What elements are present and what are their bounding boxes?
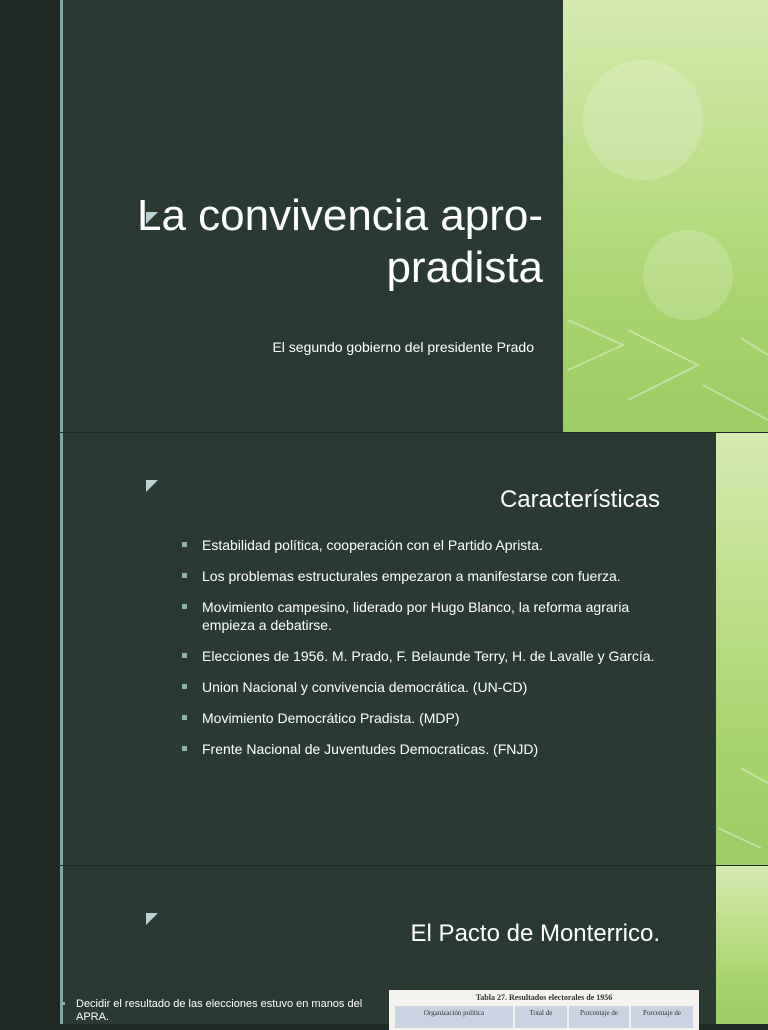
table-header-row — [395, 1006, 693, 1028]
square-bullet-icon — [182, 653, 187, 658]
list-item: Los problemas estructurales empezaron a manifestarse con fuerza. — [180, 567, 660, 585]
list-item: Movimiento campesino, liderado por Hugo Blanco, la reforma agraria empieza a debatirse. — [180, 598, 660, 634]
slide-subtitle: El segundo gobierno del presidente Prado — [272, 339, 534, 355]
chevron-decor-icon — [563, 0, 768, 432]
square-bullet-icon — [182, 573, 187, 578]
table-caption: Tabla 27. Resultados electorales de 1956 — [475, 993, 613, 1002]
slide-1 — [0, 0, 768, 432]
list-item: Frente Nacional de Juventudes Democraticas. (FNJD) — [180, 740, 660, 758]
section-title-caracteristicas: Características — [499, 486, 660, 513]
list-item: Decidir el resultado de las elecciones estuvo en manos del APRA. — [62, 998, 396, 1024]
square-bullet-icon — [182, 715, 187, 720]
left-strip — [0, 866, 60, 1024]
green-decor-panel — [563, 0, 768, 432]
slide-title: La convivencia apro-pradista — [136, 191, 543, 292]
square-bullet-icon — [182, 604, 187, 609]
left-strip — [0, 433, 60, 865]
square-bullet-icon — [182, 746, 187, 751]
list-item: Union Nacional y convivencia democrática. (UN-CD) — [180, 678, 660, 696]
election-results-table — [389, 990, 699, 1030]
triangle-bullet-icon — [146, 913, 158, 925]
table-header-cell: Porcentaje de — [631, 1006, 693, 1028]
list-item: Estabilidad política, cooperación con el Partido Aprista. — [180, 536, 660, 554]
table-header-cell: Organización política — [395, 1006, 513, 1028]
caracteristicas-list — [180, 536, 660, 771]
triangle-bullet-icon — [146, 480, 158, 492]
list-item: Elecciones de 1956. M. Prado, F. Belaunde Terry, H. de Lavalle y García. — [180, 647, 660, 665]
square-bullet-icon — [62, 1002, 65, 1005]
square-bullet-icon — [182, 684, 187, 689]
table-header-cell: Total de — [515, 1006, 567, 1028]
green-decor-panel — [716, 433, 768, 865]
chevron-decor-icon — [716, 433, 768, 865]
table-header-cell: Porcentaje de — [569, 1006, 629, 1028]
section-title-pacto: El Pacto de Monterrico. — [410, 920, 660, 947]
square-bullet-icon — [182, 542, 187, 547]
left-strip — [0, 0, 60, 432]
green-decor-panel — [716, 866, 768, 1024]
list-item: Movimiento Democrático Pradista. (MDP) — [180, 709, 660, 727]
